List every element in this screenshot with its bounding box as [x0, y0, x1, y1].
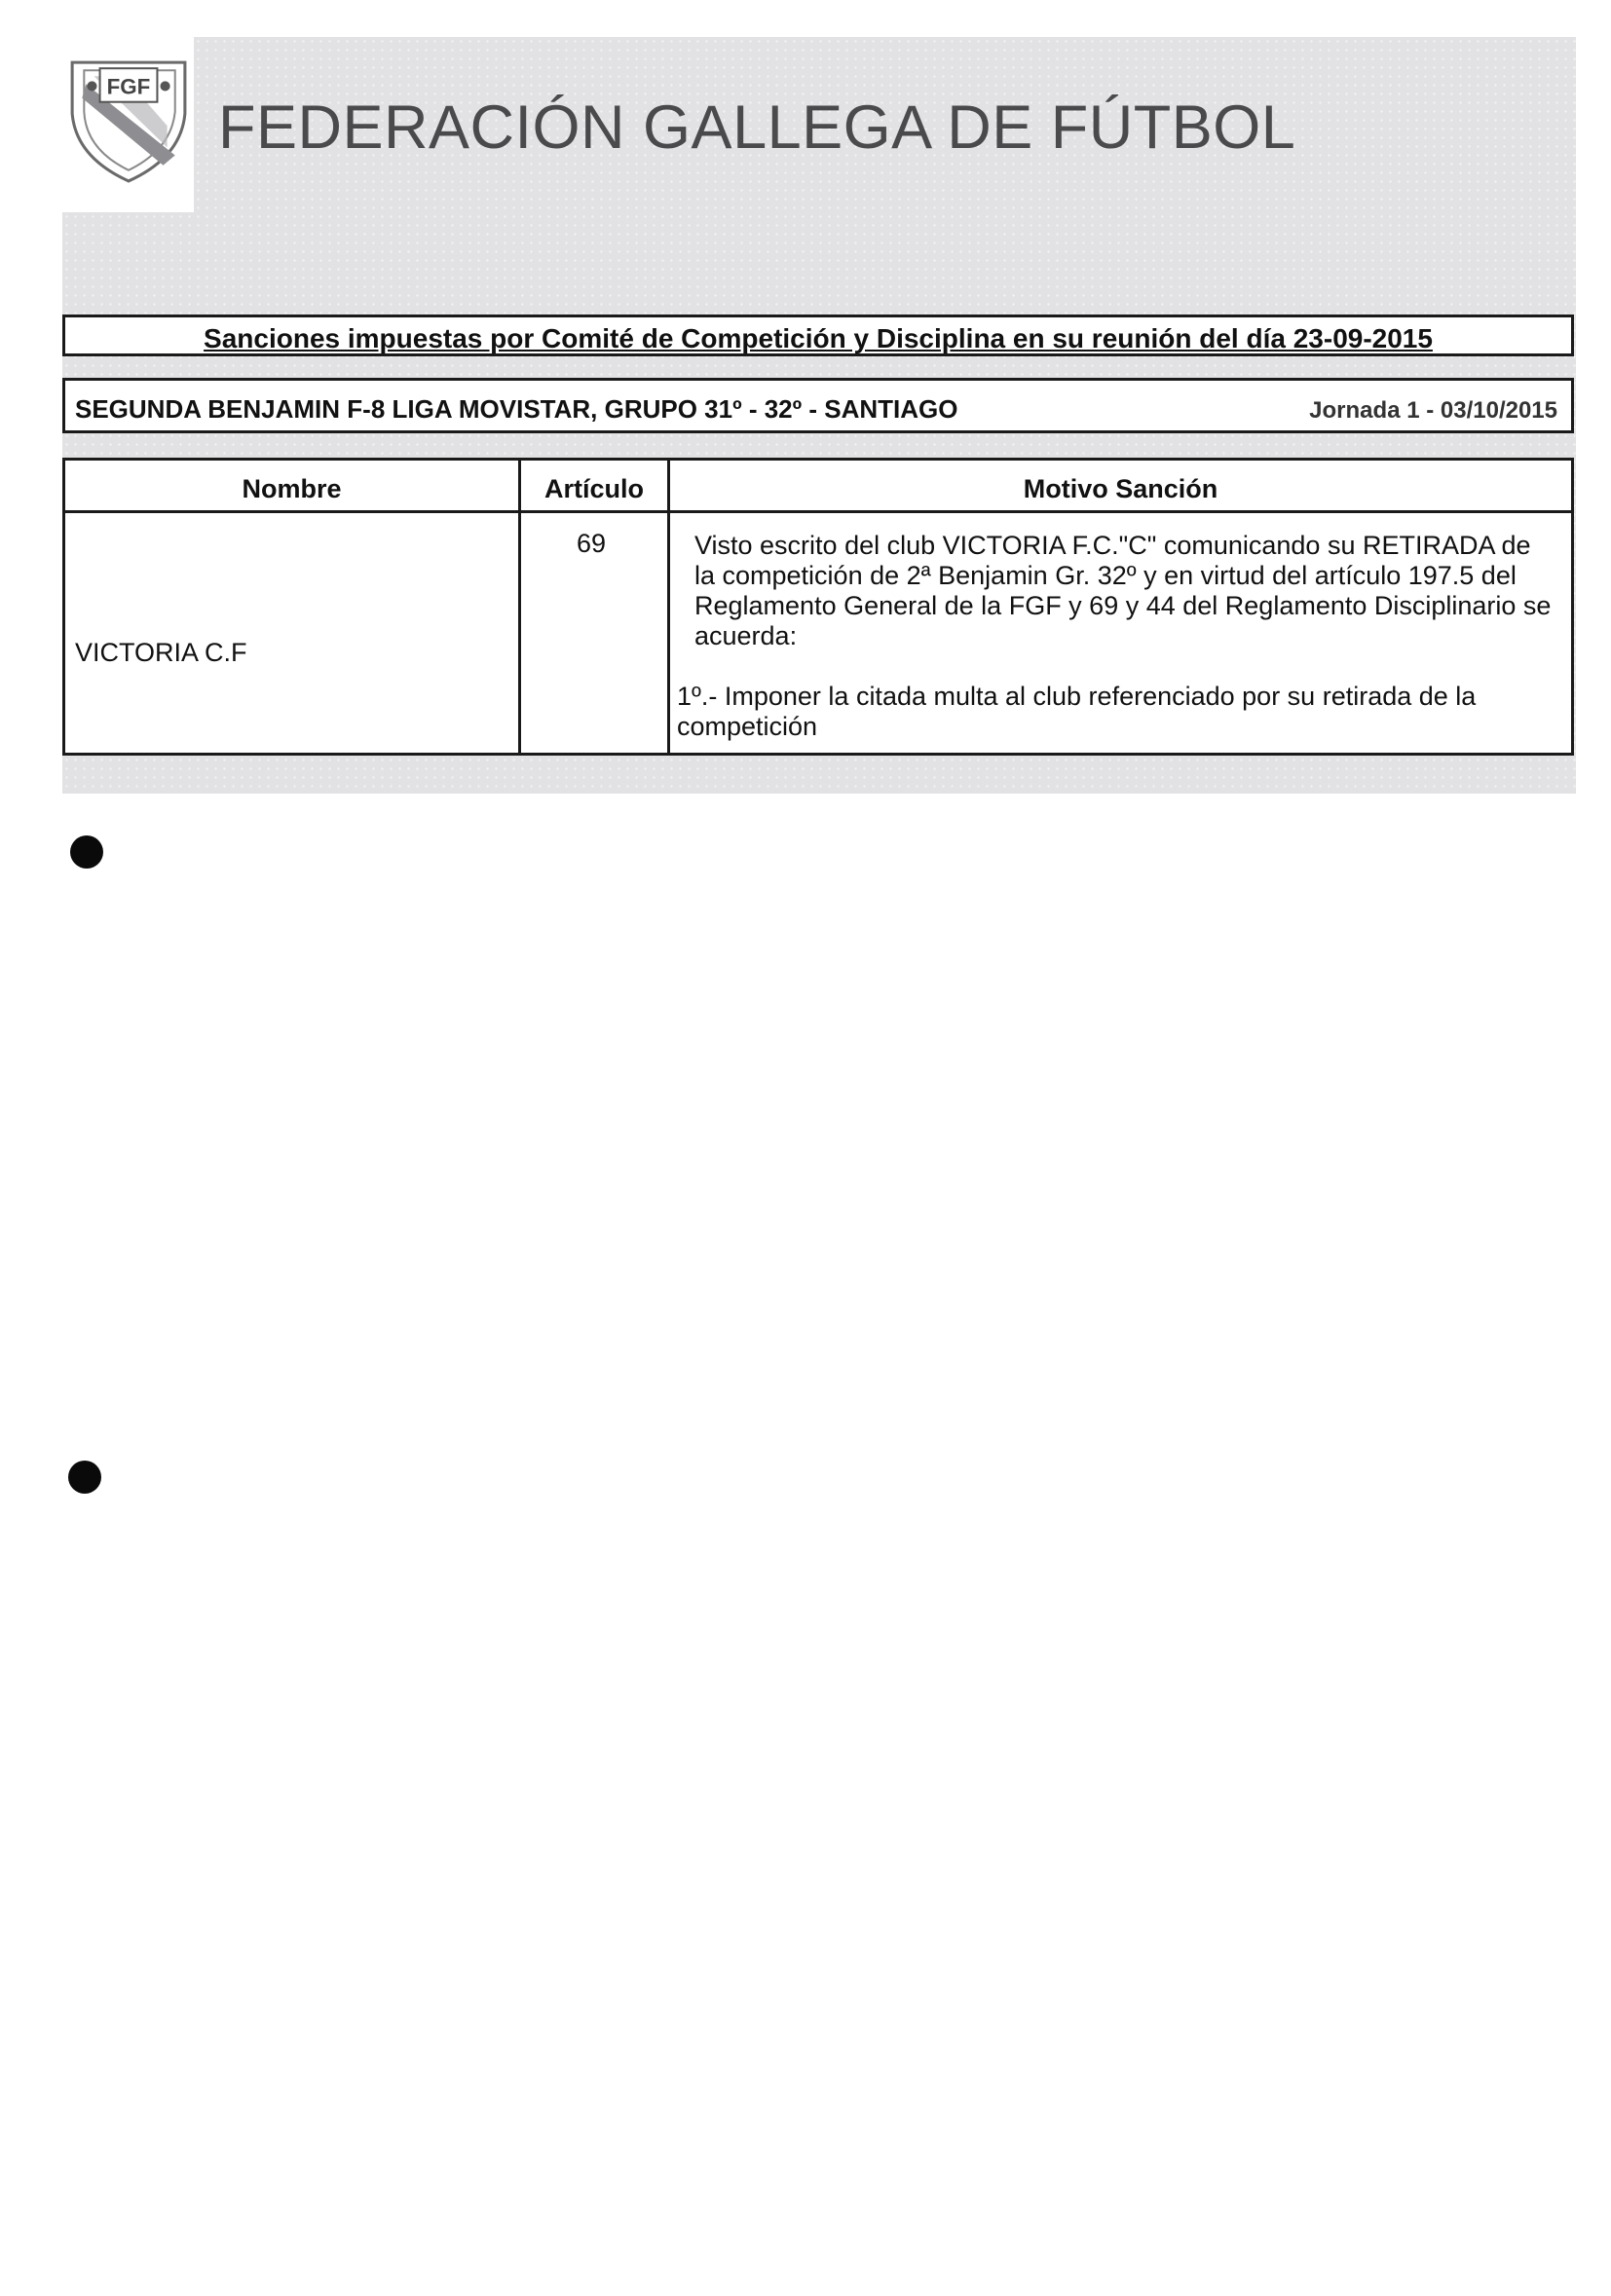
motivo-paragraph: Visto escrito del club VICTORIA F.C."C" comunicando su RETIRADA de la competición de 2ª Benjamin Gr. 32º y en virtud del artículo 197.5 del Reglamento General de la FGF y 69 y 44 del Reglamento Disciplinario se acuerda:: [694, 531, 1552, 650]
organization-title: FEDERACIÓN GALLEGA DE FÚTBOL: [218, 93, 1296, 162]
sanctions-table: [62, 458, 1574, 756]
header-articulo: Artículo: [543, 474, 644, 503]
header-nombre: Nombre: [242, 474, 342, 503]
cell-nombre: VICTORIA C.F: [75, 638, 247, 667]
column-divider: [518, 461, 521, 753]
header-divider: [65, 510, 1571, 513]
motivo-paragraph: 1º.- Imponer la citada multa al club referenciado por su retirada de la competición: [677, 682, 1477, 741]
punch-hole: [70, 835, 103, 869]
competition-header: [62, 378, 1574, 433]
federation-logo: [64, 56, 193, 185]
cell-articulo: 69: [576, 529, 607, 558]
punch-hole: [68, 1461, 101, 1494]
session-title: Sanciones impuestas por Comité de Competición y Disciplina en su reunión del día 23-09-2015: [204, 323, 1433, 353]
header-motivo: Motivo Sanción: [1023, 474, 1218, 503]
competition-jornada: Jornada 1 - 03/10/2015: [1309, 397, 1557, 424]
competition-name: SEGUNDA BENJAMIN F-8 LIGA MOVISTAR, GRUPO 31º - 32º - SANTIAGO: [75, 394, 958, 424]
column-divider: [667, 461, 670, 753]
session-header: [62, 315, 1574, 356]
logo-text: FGF: [106, 74, 151, 99]
cell-motivo: [677, 531, 1554, 742]
